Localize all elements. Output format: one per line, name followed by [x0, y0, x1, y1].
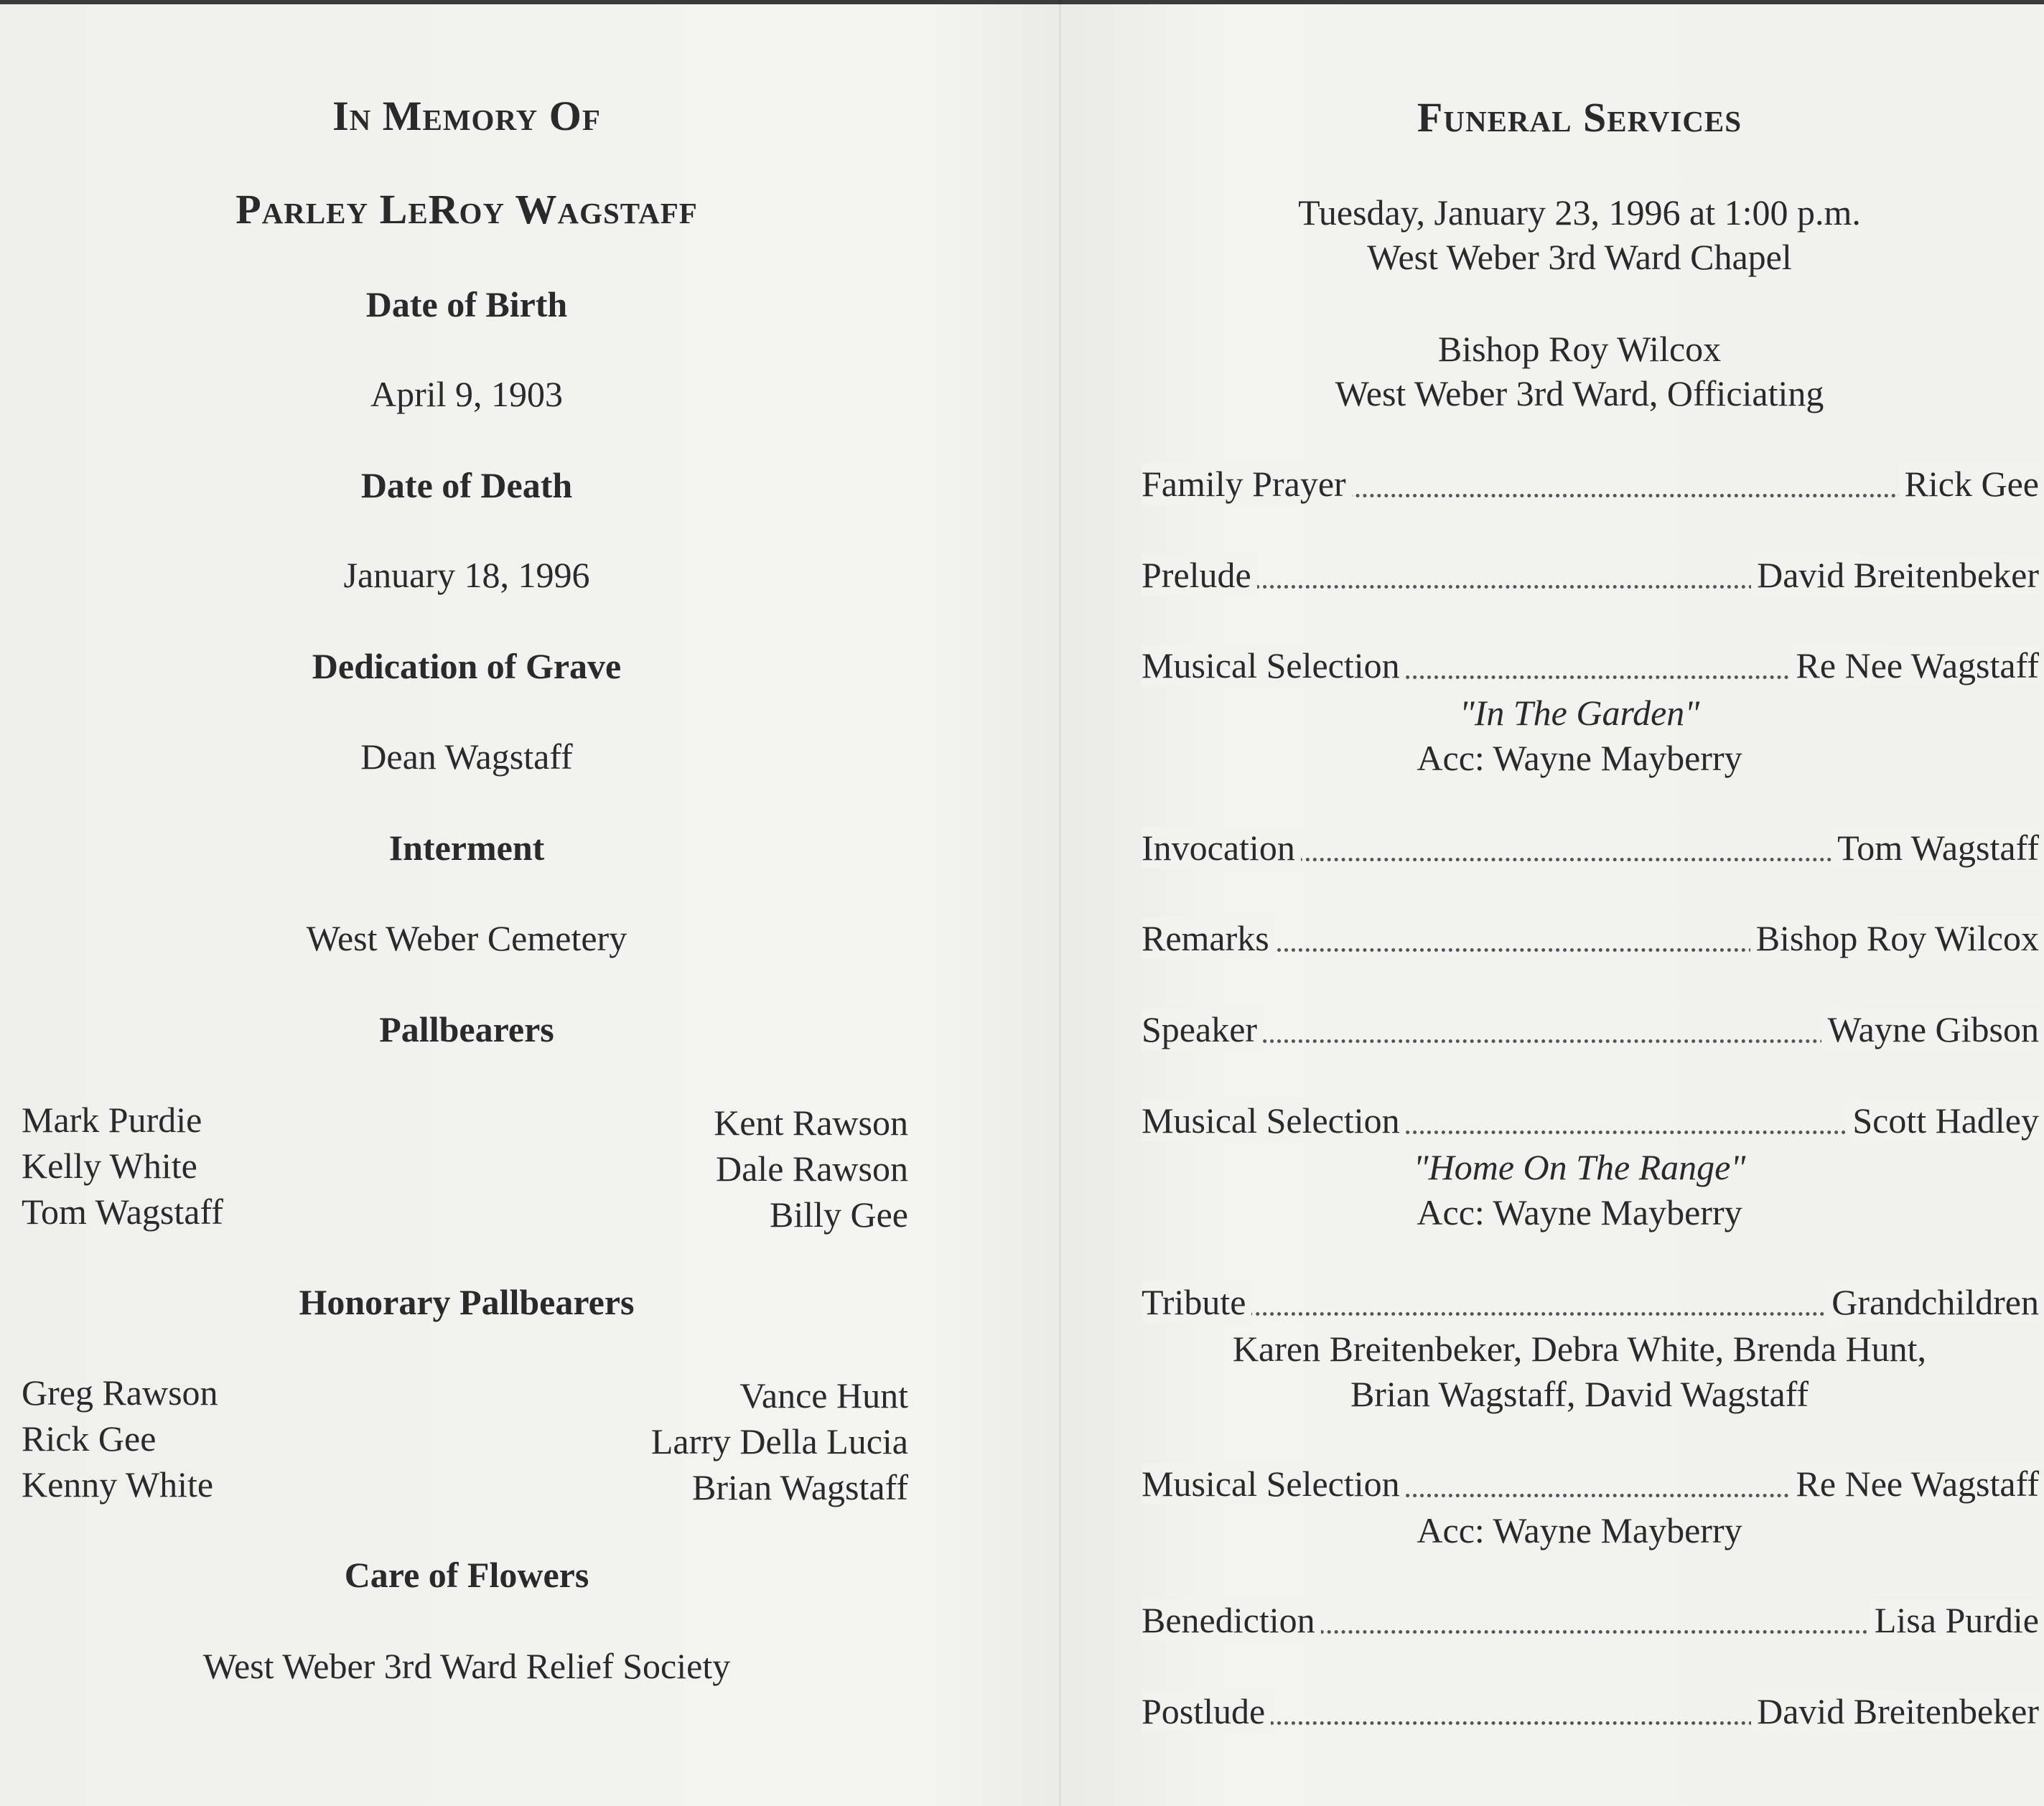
pallbearers-right-list: [546, 1100, 908, 1237]
list-item: Kelly White: [22, 1146, 197, 1186]
program-role: Invocation: [1142, 827, 1301, 869]
pallbearers-left-list: [22, 1097, 223, 1235]
list-item: Greg Rawson: [22, 1372, 218, 1413]
program-person: Bishop Roy Wilcox: [1750, 917, 2039, 959]
program-role: Musical Selection: [1142, 645, 1406, 686]
list-item: Dale Rawson: [716, 1148, 908, 1189]
song-title: "In The Garden": [1459, 693, 1700, 733]
honorary-left-list: [22, 1370, 218, 1507]
program-role: Prelude: [1142, 554, 1257, 596]
officiator-name: Bishop Roy Wilcox: [1437, 329, 1722, 369]
program-item: [1142, 463, 2039, 507]
officiator-role: West Weber 3rd Ward, Officiating: [1335, 373, 1824, 413]
program-person: Lisa Purdie: [1869, 1599, 2039, 1641]
program-item: [1142, 1100, 2039, 1144]
dedication-value: Dean Wagstaff: [360, 736, 573, 777]
flowers-label: Care of Flowers: [344, 1555, 589, 1595]
program-person: Grandchildren: [1826, 1281, 2039, 1323]
dedication-label: Dedication of Grave: [312, 646, 622, 686]
interment-label: Interment: [388, 828, 545, 868]
grandchildren-names: Karen Breitenbeker, Debra White, Brenda Hunt,: [1232, 1329, 1927, 1369]
program-person: Re Nee Wagstaff: [1791, 645, 2039, 686]
list-item: Billy Gee: [769, 1194, 908, 1235]
program-person: Re Nee Wagstaff: [1791, 1463, 2039, 1505]
program-role: Musical Selection: [1142, 1463, 1406, 1505]
service-location: West Weber 3rd Ward Chapel: [1367, 237, 1792, 277]
flowers-value: West Weber 3rd Ward Relief Society: [202, 1646, 731, 1686]
program-item: [1142, 917, 2039, 962]
birth-label: Date of Birth: [365, 284, 568, 324]
deceased-name: Parley LeRoy Wagstaff: [235, 186, 698, 233]
list-item: Kent Rawson: [714, 1103, 908, 1143]
list-item: Rick Gee: [22, 1418, 157, 1459]
list-item: Tom Wagstaff: [22, 1192, 223, 1232]
program-role: Tribute: [1142, 1281, 1251, 1323]
program-item: [1142, 554, 2039, 599]
list-item: Kenny White: [22, 1464, 214, 1505]
list-item: Brian Wagstaff: [691, 1467, 908, 1507]
program-item: [1142, 1009, 2039, 1053]
honorary-label: Honorary Pallbearers: [299, 1282, 635, 1322]
program-role: Family Prayer: [1142, 463, 1352, 505]
death-value: January 18, 1996: [343, 555, 590, 595]
honorary-right-list: [546, 1372, 908, 1510]
program-item: [1142, 645, 2039, 689]
program-item: [1142, 1463, 2039, 1507]
program-person: Rick Gee: [1899, 463, 2039, 505]
list-item: Mark Purdie: [22, 1100, 202, 1140]
left-page: [0, 0, 933, 1806]
song-title: "Home On The Range": [1413, 1147, 1746, 1187]
program-person: Tom Wagstaff: [1831, 827, 2039, 869]
list-item: Larry Della Lucia: [650, 1421, 908, 1461]
death-label: Date of Death: [360, 465, 573, 505]
program-role: Benediction: [1142, 1599, 1321, 1641]
program-role: Postlude: [1142, 1690, 1271, 1732]
program-item: [1142, 827, 2039, 871]
memory-heading: In Memory Of: [332, 93, 601, 139]
program-role: Musical Selection: [1142, 1100, 1406, 1141]
program-item: [1142, 1599, 2039, 1644]
program-person: David Breitenbeker: [1751, 1690, 2039, 1732]
interment-value: West Weber Cemetery: [306, 918, 627, 958]
accompanist: Acc: Wayne Mayberry: [1417, 1510, 1742, 1550]
program-item: [1142, 1281, 2039, 1326]
program-person: Wayne Gibson: [1821, 1009, 2039, 1050]
accompanist: Acc: Wayne Mayberry: [1417, 1192, 1742, 1232]
center-fold: [1059, 0, 1061, 1806]
program-person: Scott Hadley: [1847, 1100, 2039, 1141]
birth-value: April 9, 1903: [370, 374, 564, 414]
accompanist: Acc: Wayne Mayberry: [1417, 738, 1742, 778]
services-heading: Funeral Services: [1417, 94, 1742, 141]
pallbearers-label: Pallbearers: [379, 1009, 554, 1049]
program-role: Remarks: [1142, 917, 1275, 959]
service-datetime: Tuesday, January 23, 1996 at 1:00 p.m.: [1298, 192, 1861, 233]
list-item: Vance Hunt: [739, 1375, 908, 1416]
program-person: David Breitenbeker: [1751, 554, 2039, 596]
grandchildren-names: Brian Wagstaff, David Wagstaff: [1350, 1374, 1809, 1414]
right-page: [1120, 0, 2039, 1806]
program-role: Speaker: [1142, 1009, 1263, 1050]
program-item: [1142, 1690, 2039, 1735]
